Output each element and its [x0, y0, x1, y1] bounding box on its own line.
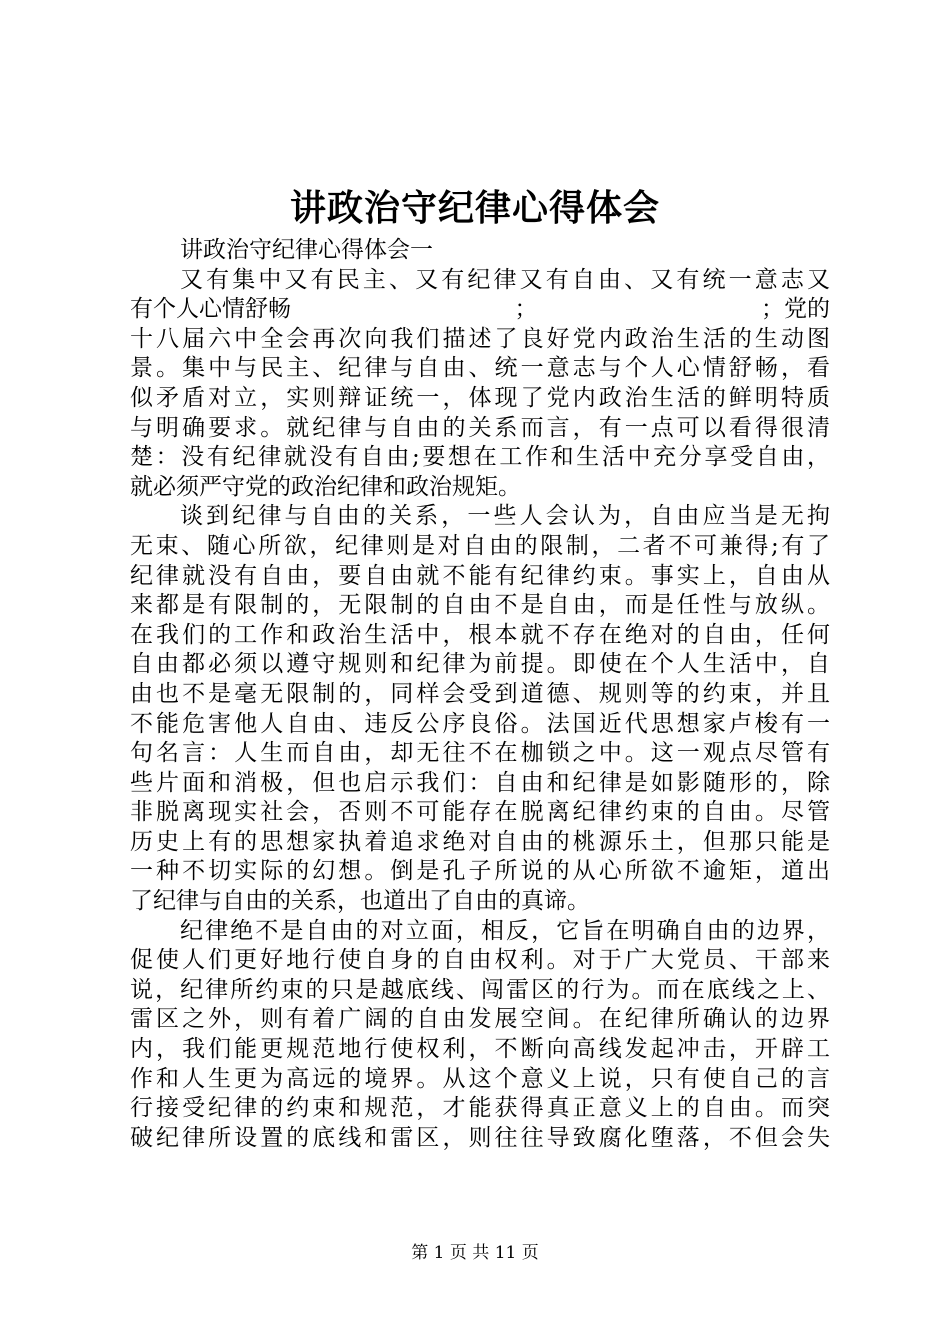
paragraph-line: 无束、随心所欲，纪律则是对自由的限制，二者不可兼得;有了: [130, 532, 830, 559]
paragraph-line: 楚：没有纪律就没有自由;要想在工作和生活中充分享受自由，: [130, 444, 830, 471]
section-heading: 讲政治守纪律心得体会一: [180, 237, 433, 263]
line-segment: 有个人心情舒畅: [130, 296, 291, 323]
paragraph-line: 由也不是毫无限制的，同样会受到道德、规则等的约束，并且: [130, 680, 830, 707]
paragraph-line: 纪律绝不是自由的对立面，相反，它旨在明确自由的边界，: [180, 917, 830, 944]
paragraph-line: 些片面和消极，但也启示我们：自由和纪律是如影随形的，除: [130, 769, 830, 796]
paragraph-line: 一种不切实际的幻想。倒是孔子所说的从心所欲不逾矩，道出: [130, 858, 830, 885]
paragraph-line: 说，纪律所约束的只是越底线、闯雷区的行为。而在底线之上、: [130, 976, 830, 1003]
paragraph-line: 自由都必须以遵守规则和纪律为前提。即使在个人生活中，自: [130, 651, 830, 678]
paragraph-line: 不能危害他人自由、违反公序良俗。法国近代思想家卢梭有一: [130, 710, 830, 737]
paragraph-line: 景。集中与民主、纪律与自由、统一意志与个人心情舒畅，看: [130, 355, 830, 382]
paragraph-line: 内，我们能更规范地行使权利，不断向高线发起冲击，开辟工: [130, 1036, 830, 1063]
paragraph-line: 十八届六中全会再次向我们描述了良好党内政治生活的生动图: [130, 325, 830, 352]
paragraph-line: 非脱离现实社会，否则不可能存在脱离纪律约束的自由。尽管: [130, 799, 830, 826]
line-segment: ；党的: [761, 296, 830, 323]
document-title: 讲政治守纪律心得体会: [289, 187, 660, 229]
paragraph-line: 就必须严守党的政治纪律和政治规矩。: [130, 473, 521, 500]
paragraph-line: 谈到纪律与自由的关系，一些人会认为，自由应当是无拘: [180, 503, 830, 530]
paragraph-line: 纪律就没有自由，要自由就不能有纪律约束。事实上，自由从: [130, 562, 830, 589]
paragraph-line: 了纪律与自由的关系，也道出了自由的真谛。: [130, 888, 590, 915]
paragraph-line: 与明确要求。就纪律与自由的关系而言，有一点可以看得很清: [130, 414, 830, 441]
paragraph-line: 在我们的工作和政治生活中，根本就不存在绝对的自由，任何: [130, 621, 830, 648]
paragraph-line: 破纪律所设置的底线和雷区，则往往导致腐化堕落，不但会失: [130, 1124, 830, 1151]
paragraph-line: 历史上有的思想家执着追求绝对自由的桃源乐土，但那只能是: [130, 828, 830, 855]
document-body: [130, 236, 830, 1153]
paragraph-line: [130, 295, 830, 325]
paragraph-line: 来都是有限制的，无限制的自由不是自由，而是任性与放纵。: [130, 592, 830, 619]
paragraph-line: 作和人生更为高远的境界。从这个意义上说，只有使自己的言: [130, 1065, 830, 1092]
paragraph-line: 似矛盾对立，实则辩证统一，体现了党内政治生活的鲜明特质: [130, 384, 830, 411]
page-number-footer: 第 1 页 共 11 页: [411, 1243, 539, 1263]
paragraph-line: 促使人们更好地行使自身的自由权利。对于广大党员、干部来: [130, 947, 830, 974]
paragraph-line: 句名言：人生而自由，却无往不在枷锁之中。这一观点尽管有: [130, 740, 830, 767]
paragraph-line: 又有集中又有民主、又有纪律又有自由、又有统一意志又: [180, 266, 830, 293]
line-segment: ；: [514, 296, 538, 323]
paragraph-line: 行接受纪律的约束和规范，才能获得真正意义上的自由。而突: [130, 1095, 830, 1122]
paragraph-line: 雷区之外，则有着广阔的自由发展空间。在纪律所确认的边界: [130, 1006, 830, 1033]
